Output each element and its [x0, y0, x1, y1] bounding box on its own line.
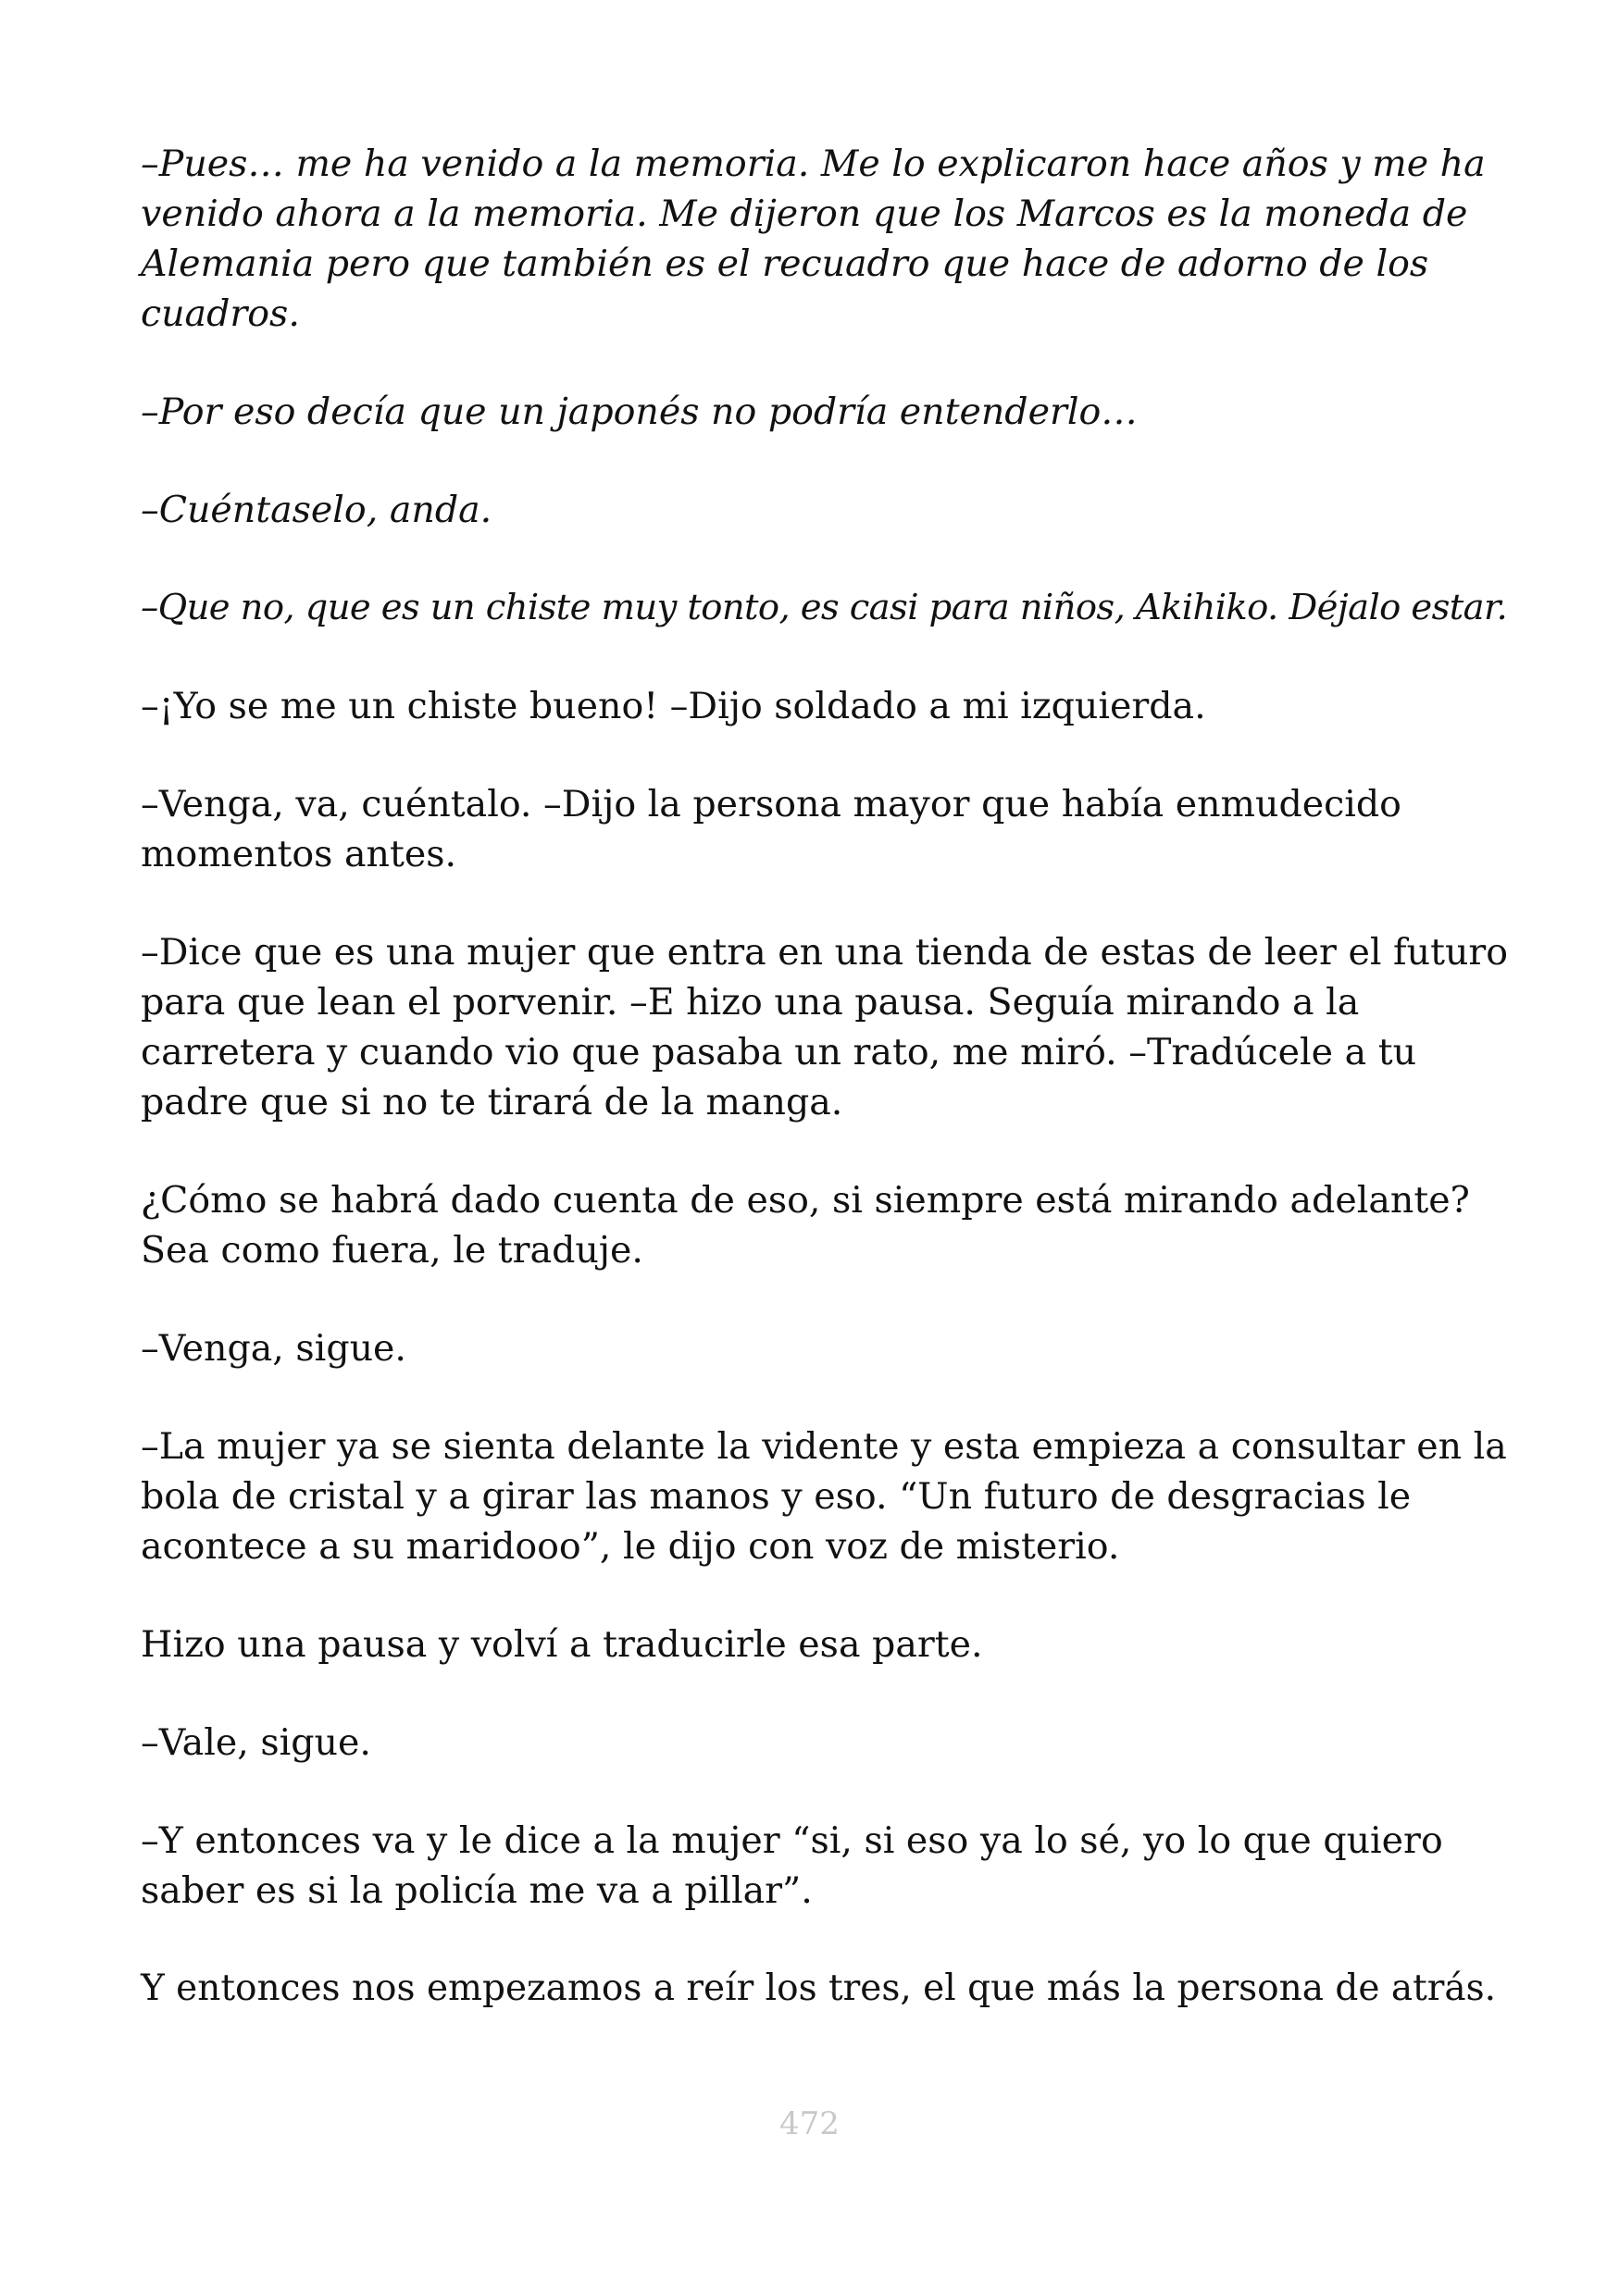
- page-number: 472: [779, 2105, 840, 2142]
- paragraph: [141, 1421, 1511, 1571]
- paragraph: [141, 139, 1511, 339]
- paragraph: [141, 1718, 1511, 1768]
- text-line: –Por eso decía que un japonés no podría entenderlo…: [141, 391, 1138, 433]
- paragraph: [141, 927, 1511, 1127]
- text-line: –Dice que es una mujer que entra en una tienda de estas de leer el futuro: [141, 931, 1509, 974]
- text-line: acontece a su maridooo”, le dijo con voz de misterio.: [141, 1525, 1120, 1568]
- text-line: –Vale, sigue.: [141, 1721, 371, 1764]
- text-line: –Venga, va, cuéntalo. –Dijo la persona mayor que había enmudecido: [141, 783, 1401, 825]
- paragraph: [141, 1175, 1511, 1275]
- text-line: –Venga, sigue.: [141, 1327, 406, 1370]
- text-line: –¡Yo se me un chiste bueno! –Dijo soldado a mi izquierda.: [141, 685, 1206, 727]
- text-line: bola de cristal y a girar las manos y eso. “Un futuro de desgracias le: [141, 1475, 1412, 1518]
- paragraph: [141, 387, 1511, 437]
- paragraph: [141, 1964, 1511, 2014]
- paragraph: [141, 779, 1511, 879]
- paragraph: [141, 1816, 1511, 1916]
- text-line: cuadros.: [141, 292, 300, 335]
- text-line: –Y entonces va y le dice a la mujer “si, si eso ya lo sé, yo lo que quiero: [141, 1819, 1443, 1862]
- text-line: Y entonces nos empezamos a reír los tres, el que más la persona de atrás.: [141, 1967, 1497, 2009]
- paragraph: [141, 485, 1511, 535]
- text-line: –Que no, que es un chiste muy tonto, es casi para niños, Akihiko. Déjalo estar.: [141, 587, 1508, 628]
- body-text: [141, 139, 1511, 2062]
- paragraph: [141, 583, 1511, 633]
- text-line: carretera y cuando vio que pasaba un rato, me miró. –Tradúcele a tu: [141, 1031, 1417, 1074]
- text-line: –Cuéntaselo, anda.: [141, 489, 492, 531]
- text-line: –Pues… me ha venido a la memoria. Me lo explicaron hace años y me ha: [141, 143, 1486, 185]
- text-line: saber es si la policía me va a pillar”.: [141, 1869, 813, 1912]
- text-line: Sea como fuera, le traduje.: [141, 1229, 643, 1272]
- text-line: venido ahora a la memoria. Me dijeron que los Marcos es la moneda de: [141, 192, 1468, 235]
- paragraph: [141, 1620, 1511, 1669]
- text-line: –La mujer ya se sienta delante la vidente y esta empieza a consultar en la: [141, 1425, 1507, 1468]
- text-line: Alemania pero que también es el recuadro que hace de adorno de los: [141, 242, 1429, 285]
- paragraph: [141, 681, 1511, 731]
- text-line: momentos antes.: [141, 833, 457, 875]
- text-line: Hizo una pausa y volví a traducirle esa parte.: [141, 1623, 983, 1666]
- text-line: padre que si no te tirará de la manga.: [141, 1081, 843, 1123]
- paragraph: [141, 1323, 1511, 1373]
- text-line: para que lean el porvenir. –E hizo una pausa. Seguía mirando a la: [141, 981, 1360, 1024]
- text-line: ¿Cómo se habrá dado cuenta de eso, si siempre está mirando adelante?: [141, 1179, 1470, 1222]
